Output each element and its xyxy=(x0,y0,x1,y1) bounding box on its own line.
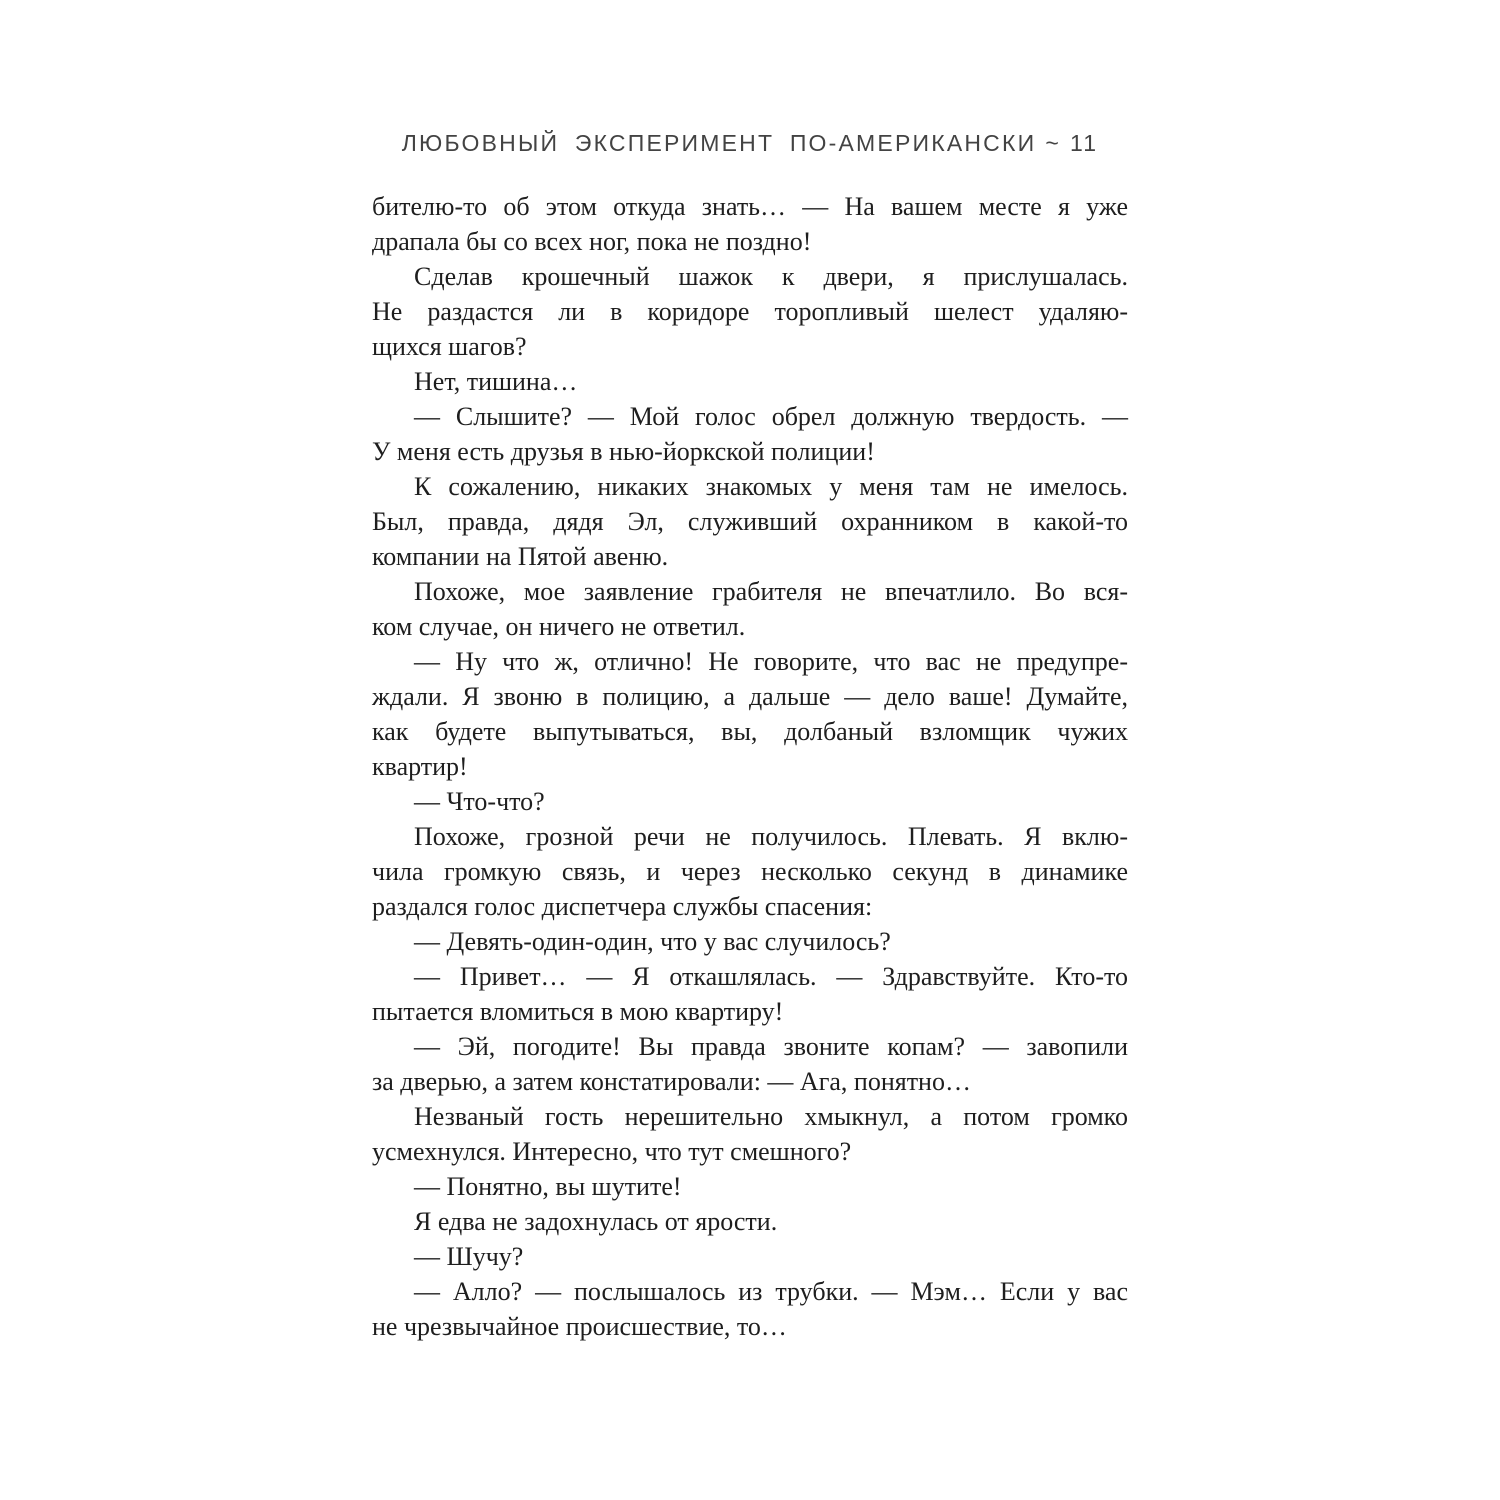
paragraph xyxy=(372,189,1128,259)
text-line: Похоже, мое заявление грабителя не впечатлило. Во вся- xyxy=(414,577,1128,606)
text-line: Похоже, грозной речи не получилось. Плевать. Я вклю- xyxy=(414,822,1128,851)
text-line: Не раздастся ли в коридоре торопливый шелест удаляю- xyxy=(372,297,1128,326)
text-line: пытается вломиться в мою квартиру! xyxy=(372,997,784,1026)
text-line: Я едва не задохнулась от ярости. xyxy=(414,1207,778,1236)
paragraph xyxy=(372,259,1128,364)
paragraph xyxy=(372,819,1128,924)
text-line: У меня есть друзья в нью-йоркской полиции! xyxy=(372,437,875,466)
text-line: — Ну что ж, отлично! Не говорите, что вас не предупре- xyxy=(414,647,1128,676)
text-line: за дверью, а затем констатировали: — Ага, понятно… xyxy=(372,1067,971,1096)
text-line: — Алло? — послышалось из трубки. — Мэм… Если у вас xyxy=(414,1277,1128,1306)
text-line: — Слышите? — Мой голос обрел должную твердость. — xyxy=(414,402,1128,431)
text-line: Нет, тишина… xyxy=(414,367,578,396)
text-line: Незваный гость нерешительно хмыкнул, а потом громко xyxy=(414,1102,1128,1131)
paragraph xyxy=(372,644,1128,784)
paragraph xyxy=(372,959,1128,1029)
text-line: ждали. Я звоню в полицию, а дальше — дело ваше! Думайте, xyxy=(372,682,1128,711)
paragraph xyxy=(372,469,1128,574)
paragraph xyxy=(372,399,1128,469)
paragraph xyxy=(372,1274,1128,1344)
text-line: как будете выпутываться, вы, долбаный взломщик чужих xyxy=(372,717,1128,746)
text-line: чила громкую связь, и через несколько секунд в динамике xyxy=(372,857,1128,886)
paragraph xyxy=(372,1169,1128,1204)
paragraph xyxy=(372,1029,1128,1099)
text-line: — Эй, погодите! Вы правда звоните копам? — завопили xyxy=(414,1032,1128,1061)
paragraph xyxy=(372,1099,1128,1169)
text-line: Сделав крошечный шажок к двери, я прислушалась. xyxy=(414,262,1128,291)
paragraph xyxy=(372,574,1128,644)
text-line: — Что-что? xyxy=(414,787,545,816)
text-line: — Девять-один-один, что у вас случилось? xyxy=(414,927,891,956)
text-line: — Понятно, вы шутите! xyxy=(414,1172,682,1201)
text-line: усмехнулся. Интересно, что тут смешного? xyxy=(372,1137,852,1166)
text-line: Был, правда, дядя Эл, служивший охранником в какой-то xyxy=(372,507,1128,536)
running-head-separator: ~ xyxy=(1045,130,1061,156)
running-head xyxy=(0,130,1500,157)
paragraph xyxy=(372,1239,1128,1274)
text-line: — Шучу? xyxy=(414,1242,524,1271)
text-line: драпала бы со всех ног, пока не поздно! xyxy=(372,227,812,256)
paragraph xyxy=(372,924,1128,959)
text-line: ком случае, он ничего не ответил. xyxy=(372,612,746,641)
paragraph xyxy=(372,1204,1128,1239)
paragraph xyxy=(372,364,1128,399)
text-line: компании на Пятой авеню. xyxy=(372,542,669,571)
text-line: К сожалению, никаких знакомых у меня там не имелось. xyxy=(414,472,1128,501)
paragraph xyxy=(372,784,1128,819)
text-line: не чрезвычайное происшествие, то… xyxy=(372,1312,787,1341)
body-text xyxy=(372,189,1128,1344)
text-line: раздался голос диспетчера службы спасения: xyxy=(372,892,873,921)
text-line: бителю-то об этом откуда знать… — На вашем месте я уже xyxy=(372,192,1128,221)
page-number: 11 xyxy=(1069,130,1099,156)
text-line: — Привет… — Я откашлялась. — Здравствуйте. Кто-то xyxy=(414,962,1128,991)
text-line: квартир! xyxy=(372,752,468,781)
running-head-title: ЛЮБОВНЫЙ ЭКСПЕРИМЕНТ ПО-АМЕРИКАНСКИ xyxy=(401,130,1037,156)
text-line: щихся шагов? xyxy=(372,332,527,361)
